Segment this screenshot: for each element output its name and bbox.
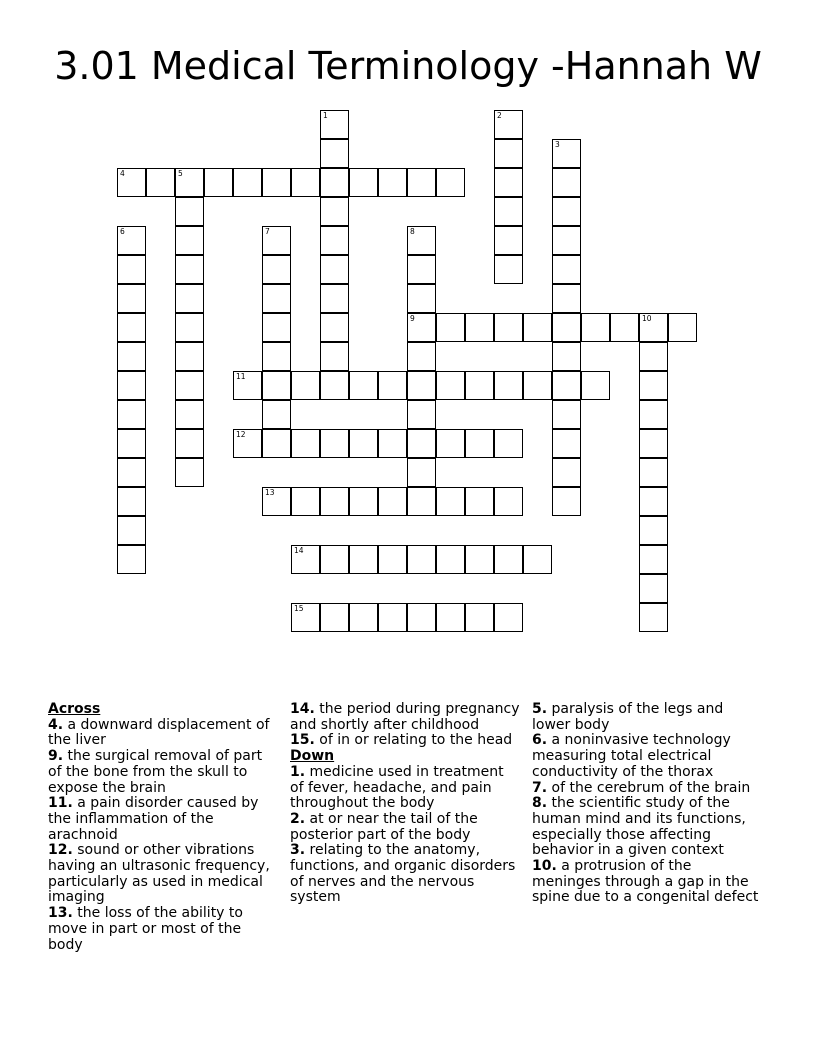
grid-cell[interactable] <box>117 429 146 458</box>
grid-cell[interactable] <box>175 371 204 400</box>
grid-cell[interactable] <box>320 255 349 284</box>
grid-cell[interactable] <box>117 545 146 574</box>
clue-across-15: 15. of in or relating to the head <box>290 732 513 749</box>
grid-cell[interactable] <box>262 168 291 197</box>
grid-cell[interactable] <box>262 429 291 458</box>
clue-down-6: 6. a noninvasive technology measuring total electrical conductivity of the thorax <box>532 732 731 780</box>
clue-across-4: 4. a downward displacement of the liver <box>48 716 270 749</box>
grid-cell[interactable] <box>436 545 465 574</box>
grid-cell[interactable] <box>639 516 668 545</box>
grid-cell[interactable] <box>552 226 581 255</box>
clue-down-7: 7. of the cerebrum of the brain <box>532 779 751 796</box>
grid-cell[interactable] <box>552 255 581 284</box>
grid-cell[interactable] <box>639 487 668 516</box>
clue-number: 15 <box>294 604 304 613</box>
clue-number: 6 <box>120 227 125 236</box>
clue-down-3: 3. relating to the anatomy, functions, and organic disorders of nerves and the nervous system <box>290 842 516 906</box>
grid-cell[interactable] <box>117 458 146 487</box>
grid-cell[interactable] <box>262 255 291 284</box>
clue-down-5: 5. paralysis of the legs and lower body <box>532 701 724 733</box>
grid-cell[interactable] <box>320 603 349 632</box>
grid-cell[interactable] <box>436 429 465 458</box>
grid-cell[interactable] <box>407 168 436 197</box>
grid-cell[interactable] <box>378 545 407 574</box>
clue-number: 12 <box>236 430 246 439</box>
clue-number: 1 <box>323 111 328 120</box>
grid-cell[interactable] <box>494 603 523 632</box>
grid-cell[interactable] <box>117 400 146 429</box>
grid-cell[interactable] <box>436 313 465 342</box>
grid-cell[interactable] <box>407 400 436 429</box>
clue-across-13: 13. the loss of the ability to move in part or most of the body <box>48 905 243 953</box>
grid-cell[interactable] <box>262 284 291 313</box>
grid-cell[interactable] <box>175 458 204 487</box>
grid-cell[interactable] <box>552 429 581 458</box>
clue-down-1: 1. medicine used in treatment of fever, headache, and pain throughout the body <box>290 763 504 812</box>
grid-cell[interactable] <box>320 226 349 255</box>
clue-number: 8 <box>410 227 415 236</box>
grid-cell[interactable] <box>320 168 349 197</box>
grid-cell[interactable] <box>117 487 146 516</box>
clue-column-2 <box>290 702 520 906</box>
grid-cell[interactable] <box>117 284 146 313</box>
grid-cell[interactable] <box>175 400 204 429</box>
grid-cell[interactable] <box>262 313 291 342</box>
clue-down-2: 2. at or near the tail of the posterior part of the body <box>290 810 478 843</box>
grid-cell[interactable] <box>494 371 523 400</box>
grid-cell[interactable] <box>320 197 349 226</box>
grid-cell[interactable] <box>407 313 436 342</box>
clue-column-3 <box>532 702 762 906</box>
puzzle-title: 3.01 Medical Terminology -Hannah W <box>54 44 762 88</box>
grid-cell[interactable] <box>465 487 494 516</box>
clue-across-9: 9. the surgical removal of part of the bone from the skull to expose the brain <box>48 748 263 796</box>
grid-cell[interactable] <box>639 313 668 342</box>
grid-cell[interactable] <box>668 313 697 342</box>
grid-cell[interactable] <box>552 168 581 197</box>
grid-cell[interactable] <box>407 342 436 371</box>
down-heading: Down <box>290 748 335 765</box>
grid-cell[interactable] <box>175 197 204 226</box>
grid-cell[interactable] <box>465 313 494 342</box>
grid-cell[interactable] <box>407 284 436 313</box>
grid-cell[interactable] <box>117 371 146 400</box>
grid-cell[interactable] <box>349 603 378 632</box>
clue-number: 5 <box>178 169 183 178</box>
clue-number: 7 <box>265 227 270 236</box>
clue-number: 11 <box>236 372 246 381</box>
grid-cell[interactable] <box>262 342 291 371</box>
grid-cell[interactable] <box>233 371 262 400</box>
grid-cell[interactable] <box>436 487 465 516</box>
grid-cell[interactable] <box>465 545 494 574</box>
grid-cell[interactable] <box>320 429 349 458</box>
clue-number: 10 <box>642 314 652 323</box>
grid-cell[interactable] <box>494 168 523 197</box>
grid-cell[interactable] <box>291 168 320 197</box>
grid-cell[interactable] <box>378 371 407 400</box>
grid-cell[interactable] <box>494 545 523 574</box>
grid-cell[interactable] <box>610 313 639 342</box>
grid-cell[interactable] <box>639 545 668 574</box>
grid-cell[interactable] <box>552 139 581 168</box>
clue-number: 14 <box>294 546 304 555</box>
grid-cell[interactable] <box>349 168 378 197</box>
grid-cell[interactable] <box>320 371 349 400</box>
grid-cell[interactable] <box>262 400 291 429</box>
grid-cell[interactable] <box>146 168 175 197</box>
grid-cell[interactable] <box>175 313 204 342</box>
grid-cell[interactable] <box>320 110 349 139</box>
grid-cell[interactable] <box>320 545 349 574</box>
grid-cell[interactable] <box>639 429 668 458</box>
grid-cell[interactable] <box>320 342 349 371</box>
grid-cell[interactable] <box>291 487 320 516</box>
grid-cell[interactable] <box>436 168 465 197</box>
grid-cell[interactable] <box>262 371 291 400</box>
grid-cell[interactable] <box>320 284 349 313</box>
grid-cell[interactable] <box>117 516 146 545</box>
grid-cell[interactable] <box>639 400 668 429</box>
clue-down-10: 10. a protrusion of the meninges through a gap in the spine due to a congenital defect <box>532 858 759 906</box>
clue-number: 2 <box>497 111 502 120</box>
grid-cell[interactable] <box>494 429 523 458</box>
grid-cell[interactable] <box>175 226 204 255</box>
grid-cell[interactable] <box>523 313 552 342</box>
clue-number: 4 <box>120 169 125 178</box>
grid-cell[interactable] <box>291 371 320 400</box>
grid-cell[interactable] <box>494 255 523 284</box>
grid-cell[interactable] <box>349 371 378 400</box>
grid-cell[interactable] <box>552 458 581 487</box>
grid-cell[interactable] <box>117 226 146 255</box>
grid-cell[interactable] <box>349 429 378 458</box>
clue-across-12: 12. sound or other vibrations having an ultrasonic frequency, particularly as used in medical imaging <box>48 842 270 906</box>
grid-cell[interactable] <box>639 371 668 400</box>
grid-cell[interactable] <box>436 603 465 632</box>
grid-cell[interactable] <box>349 487 378 516</box>
grid-cell[interactable] <box>639 574 668 603</box>
grid-cell[interactable] <box>465 603 494 632</box>
grid-cell[interactable] <box>378 168 407 197</box>
grid-cell[interactable] <box>233 429 262 458</box>
grid-cell[interactable] <box>465 371 494 400</box>
grid-cell[interactable] <box>494 226 523 255</box>
grid-cell[interactable] <box>639 603 668 632</box>
clue-number: 9 <box>410 314 415 323</box>
grid-cell[interactable] <box>552 371 581 400</box>
grid-cell[interactable] <box>494 110 523 139</box>
grid-cell[interactable] <box>262 487 291 516</box>
grid-cell[interactable] <box>262 226 291 255</box>
grid-cell[interactable] <box>291 429 320 458</box>
grid-cell[interactable] <box>320 139 349 168</box>
grid-cell[interactable] <box>581 313 610 342</box>
grid-cell[interactable] <box>117 168 146 197</box>
grid-cell[interactable] <box>639 458 668 487</box>
grid-cell[interactable] <box>552 197 581 226</box>
grid-cell[interactable] <box>175 429 204 458</box>
grid-cell[interactable] <box>378 487 407 516</box>
grid-cell[interactable] <box>552 284 581 313</box>
grid-cell[interactable] <box>407 371 436 400</box>
grid-cell[interactable] <box>378 429 407 458</box>
clue-number: 13 <box>265 488 275 497</box>
clue-down-8: 8. the scientific study of the human mind and its functions, especially those affecting behavior in a given context <box>532 795 746 859</box>
grid-cell[interactable] <box>552 487 581 516</box>
grid-cell[interactable] <box>581 371 610 400</box>
grid-cell[interactable] <box>378 603 407 632</box>
grid-cell[interactable] <box>407 255 436 284</box>
grid-cell[interactable] <box>175 284 204 313</box>
grid-cell[interactable] <box>175 342 204 371</box>
grid-cell[interactable] <box>320 487 349 516</box>
grid-cell[interactable] <box>407 603 436 632</box>
grid-cell[interactable] <box>291 545 320 574</box>
grid-cell[interactable] <box>349 545 378 574</box>
grid-cell[interactable] <box>494 487 523 516</box>
grid-cell[interactable] <box>494 313 523 342</box>
grid-cell[interactable] <box>407 545 436 574</box>
grid-cell[interactable] <box>407 429 436 458</box>
clue-column-1 <box>48 702 278 953</box>
grid-cell[interactable] <box>465 429 494 458</box>
grid-cell[interactable] <box>175 168 204 197</box>
grid-cell[interactable] <box>204 168 233 197</box>
grid-cell[interactable] <box>175 255 204 284</box>
clue-across-11: 11. a pain disorder caused by the inflammation of the arachnoid <box>48 795 259 843</box>
clue-across-14: 14. the period during pregnancy and shortly after childhood <box>290 701 520 733</box>
grid-cell[interactable] <box>523 545 552 574</box>
grid-cell[interactable] <box>552 313 581 342</box>
grid-cell[interactable] <box>407 226 436 255</box>
grid-cell[interactable] <box>552 342 581 371</box>
grid-cell[interactable] <box>523 371 552 400</box>
grid-cell[interactable] <box>407 458 436 487</box>
grid-cell[interactable] <box>117 255 146 284</box>
grid-cell[interactable] <box>494 197 523 226</box>
grid-cell[interactable] <box>320 313 349 342</box>
grid-cell[interactable] <box>639 342 668 371</box>
clue-number: 3 <box>555 140 560 149</box>
grid-cell[interactable] <box>233 168 262 197</box>
grid-cell[interactable] <box>291 603 320 632</box>
grid-cell[interactable] <box>436 371 465 400</box>
grid-cell[interactable] <box>117 313 146 342</box>
grid-cell[interactable] <box>407 487 436 516</box>
grid-cell[interactable] <box>117 342 146 371</box>
grid-cell[interactable] <box>494 139 523 168</box>
grid-cell[interactable] <box>552 400 581 429</box>
across-heading: Across <box>48 701 101 717</box>
